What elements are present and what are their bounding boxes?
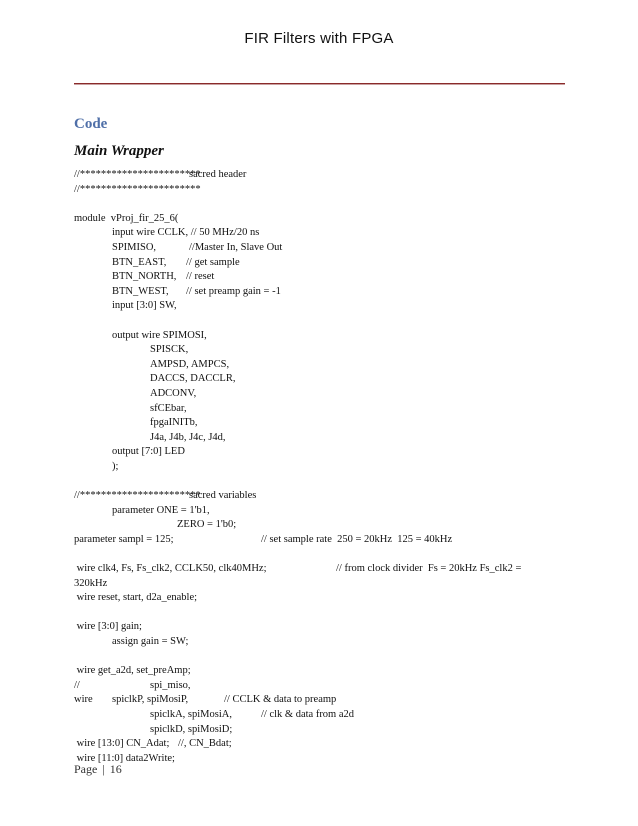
code-text: output wire SPIMOSI, (112, 329, 207, 341)
code-line (74, 533, 565, 548)
code-text: spiclkD, spiMosiD; (150, 723, 233, 735)
code-line (74, 518, 565, 533)
code-line (74, 708, 565, 723)
code-line (74, 664, 565, 679)
code-text: SPISCK, (150, 344, 189, 356)
code-text: // reset (186, 271, 215, 283)
code-text: sacred header (189, 169, 247, 180)
code-text: parameter ONE = 1'b1, (112, 504, 210, 516)
footer-page-number: 16 (109, 762, 122, 776)
code-text: spiclkA, spiMosiA, (150, 708, 232, 720)
code-line (74, 343, 565, 358)
code-text: wire reset, start, d2a_enable; (74, 592, 198, 604)
code-line (74, 270, 565, 285)
code-text: J4a, J4b, J4c, J4d, (150, 431, 226, 443)
code-text: wire [3:0] gain; (74, 621, 142, 633)
code-text: // set sample rate 250 = 20kHz 125 = 40kHz (261, 533, 453, 545)
code-text: // from clock divider Fs = 20kHz Fs_clk2 = (336, 563, 522, 575)
code-text: wire [11:0] data2Write; (74, 752, 175, 764)
code-text: //*********************** (74, 490, 201, 502)
code-text: wire (74, 694, 93, 706)
code-line (74, 693, 565, 708)
code-text: // CCLK & data to preamp (224, 694, 337, 706)
code-text: input [3:0] SW, (112, 300, 177, 312)
footer-separator: | (102, 762, 105, 776)
code-line (74, 474, 565, 489)
code-line (74, 256, 565, 271)
code-line (74, 299, 565, 314)
code-text: 320kHz (74, 577, 108, 589)
code-text: //, CN_Bdat; (178, 738, 232, 750)
code-text: // clk & data from a2d (261, 708, 355, 720)
code-line (74, 620, 565, 635)
code-text: SPIMISO, (112, 241, 157, 253)
code-line (74, 752, 565, 767)
code-text: // (74, 679, 80, 691)
code-text: wire get_a2d, set_preAmp; (74, 665, 191, 677)
code-text: //*********************** (74, 169, 201, 180)
code-line (74, 635, 565, 650)
section-heading: Code (74, 116, 108, 132)
code-listing (74, 168, 565, 766)
subheading: Main Wrapper (74, 143, 164, 159)
code-text: BTN_EAST, (112, 256, 167, 268)
code-text: ); (112, 460, 119, 472)
code-line (74, 723, 565, 738)
code-line (74, 416, 565, 431)
code-text: ADCONV, (150, 387, 197, 399)
code-line (74, 489, 565, 504)
code-text: wire clk4, Fs, Fs_clk2, CCLK50, clk40MHz; (74, 563, 267, 575)
code-text: module vProj_fir_25_6( (74, 212, 179, 224)
code-line (74, 183, 565, 198)
code-text: sfCEbar, (150, 402, 187, 414)
code-line (74, 168, 565, 183)
code-text: BTN_NORTH, (112, 271, 177, 283)
code-text: //Master In, Slave Out (189, 241, 283, 253)
code-line (74, 314, 565, 329)
code-line (74, 431, 565, 446)
footer-page-label: Page (74, 762, 98, 776)
code-line (74, 547, 565, 562)
code-line (74, 577, 565, 592)
code-text: AMPSD, AMPCS, (150, 358, 230, 370)
code-text: parameter sampl = 125; (74, 533, 174, 545)
page-footer (74, 762, 122, 777)
code-line (74, 329, 565, 344)
code-text: fpgaINITb, (150, 417, 198, 429)
code-line (74, 285, 565, 300)
code-text: output [7:0] LED (112, 446, 185, 458)
code-text: ZERO = 1'b0; (177, 519, 237, 531)
code-line (74, 372, 565, 387)
page-header-title: FIR Filters with FPGA (244, 30, 394, 47)
code-line (74, 504, 565, 519)
code-text: //*********************** (74, 183, 201, 195)
code-text: spiclkP, spiMosiP, (112, 694, 189, 706)
code-text: sacred variables (189, 490, 257, 502)
code-line (74, 591, 565, 606)
code-line (74, 562, 565, 577)
code-line (74, 606, 565, 621)
code-line (74, 460, 565, 475)
code-line (74, 212, 565, 227)
code-line (74, 402, 565, 417)
code-line (74, 737, 565, 752)
code-text: BTN_WEST, (112, 285, 169, 297)
code-line (74, 650, 565, 665)
code-text: // get sample (186, 256, 240, 268)
header-rule (74, 83, 565, 84)
code-line (74, 445, 565, 460)
code-line (74, 358, 565, 373)
code-text: spi_miso, (150, 679, 191, 691)
code-line (74, 679, 565, 694)
code-line (74, 387, 565, 402)
code-text: // set preamp gain = -1 (186, 285, 281, 297)
code-text: wire [13:0] CN_Adat; (74, 738, 170, 750)
code-line (74, 226, 565, 241)
code-line (74, 241, 565, 256)
code-text: assign gain = SW; (112, 636, 189, 647)
code-line (74, 197, 565, 212)
code-text: input wire CCLK, // 50 MHz/20 ns (112, 227, 260, 239)
code-text: DACCS, DACCLR, (150, 373, 236, 385)
